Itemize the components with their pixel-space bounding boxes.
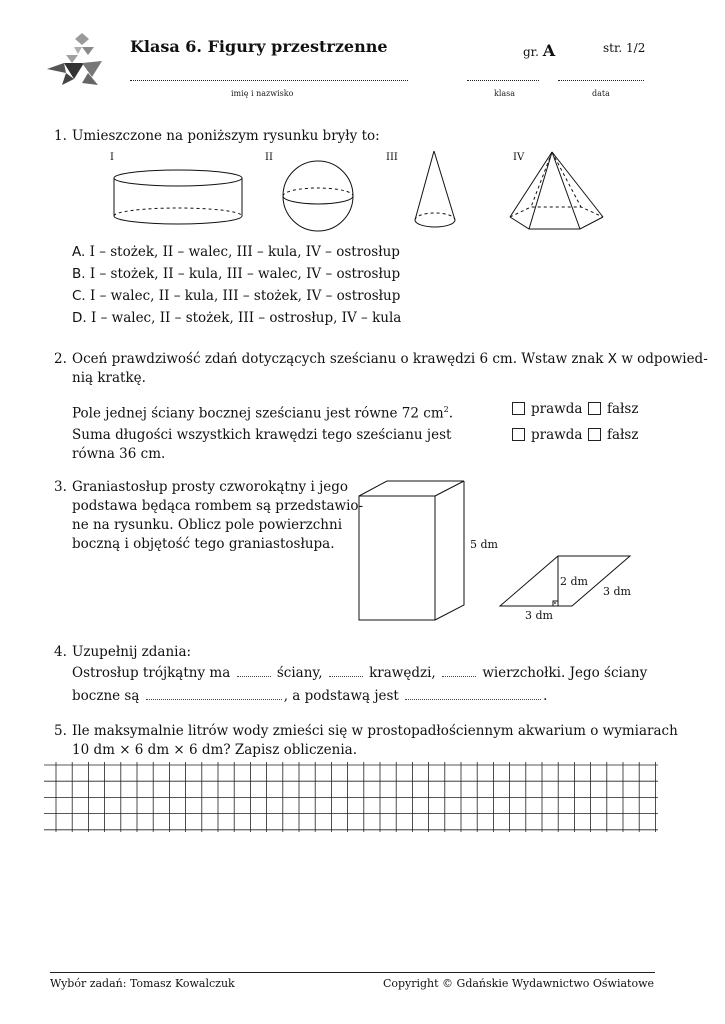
group-indicator bbox=[523, 41, 555, 60]
statement-2 bbox=[72, 426, 451, 464]
option-letter: A. bbox=[72, 244, 86, 260]
prism-figure bbox=[356, 478, 468, 624]
question-text: nią kratkę. bbox=[72, 370, 146, 386]
question-number: 2. bbox=[54, 351, 67, 367]
question-text: w odpowied- bbox=[621, 351, 708, 367]
option-text: I – walec, II – stożek, III – ostrosłup, IV – kula bbox=[90, 310, 402, 326]
statement-text: Suma długości wszystkich krawędzi tego sześcianu jest bbox=[72, 427, 452, 443]
question-5 bbox=[54, 722, 678, 762]
page-number: str. 1/2 bbox=[603, 41, 646, 55]
group-prefix: gr. bbox=[523, 45, 539, 59]
class-label: klasa bbox=[494, 89, 516, 98]
statement-2-false-checkbox[interactable] bbox=[588, 428, 601, 441]
sentence-text: wierzchołki. Jego ściany bbox=[482, 665, 648, 681]
publisher-logo bbox=[44, 33, 106, 89]
question-number: 3. bbox=[54, 479, 67, 495]
rhombus-side-label: 3 dm bbox=[603, 585, 631, 598]
option-text: I – walec, II – kula, III – stożek, IV – ostrosłup bbox=[90, 288, 401, 304]
sentence-text: Ostrosłup trójkątny ma bbox=[72, 665, 231, 681]
mark-symbol: X bbox=[607, 351, 618, 367]
question-text: 10 dm × 6 dm × 6 dm? Zapisz obliczenia. bbox=[72, 742, 358, 758]
true-label: prawda bbox=[531, 401, 583, 417]
sphere-figure bbox=[280, 158, 356, 234]
name-label: imię i nazwisko bbox=[231, 89, 294, 98]
class-field[interactable] bbox=[467, 80, 539, 81]
figure-label-3: III bbox=[386, 152, 398, 163]
option-letter: D. bbox=[72, 310, 87, 326]
sentence-text: , a podstawą jest bbox=[283, 688, 399, 704]
figure-label-4: IV bbox=[513, 152, 525, 163]
question-number: 1. bbox=[54, 128, 67, 144]
statement-1 bbox=[72, 400, 453, 424]
question-2 bbox=[54, 350, 708, 390]
option-letter: B. bbox=[72, 266, 86, 282]
name-field[interactable] bbox=[130, 80, 408, 81]
base-blank[interactable] bbox=[405, 698, 541, 700]
option-c[interactable] bbox=[72, 288, 400, 304]
option-text: I – stożek, II – kula, III – walec, IV – ostrosłup bbox=[89, 266, 401, 282]
statement-1-false-checkbox[interactable] bbox=[588, 402, 601, 415]
cone-figure bbox=[410, 148, 462, 234]
false-label: fałsz bbox=[607, 427, 639, 443]
option-a[interactable] bbox=[72, 244, 400, 260]
question-text: ne na rysunku. Oblicz pole powierzchni bbox=[72, 517, 343, 533]
sentence-text: krawędzi, bbox=[369, 665, 436, 681]
vertices-blank[interactable] bbox=[442, 675, 476, 677]
rhombus-height-label: 2 dm bbox=[560, 575, 588, 588]
side-faces-blank[interactable] bbox=[146, 698, 282, 700]
true-label: prawda bbox=[531, 427, 583, 443]
question-text: Oceń prawdziwość zdań dotyczących sześcianu o krawędzi 6 cm. Wstaw znak bbox=[72, 351, 604, 367]
question-3 bbox=[54, 478, 364, 558]
question-text: boczną i objętość tego graniastosłupa. bbox=[72, 536, 335, 552]
edges-blank[interactable] bbox=[329, 675, 363, 677]
footer-copyright: Copyright © Gdańskie Wydawnictwo Oświatowe bbox=[382, 977, 654, 990]
option-b[interactable] bbox=[72, 266, 400, 282]
figure-label-2: II bbox=[265, 152, 273, 163]
statement-text: równa 36 cm. bbox=[72, 446, 166, 462]
page-title: Klasa 6. Figury przestrzenne bbox=[130, 37, 388, 56]
answer-grid[interactable] bbox=[44, 762, 658, 832]
prism-height-label: 5 dm bbox=[470, 538, 498, 551]
fill-sentence-2 bbox=[72, 687, 547, 706]
option-d[interactable] bbox=[72, 310, 401, 326]
false-label: fałsz bbox=[607, 401, 639, 417]
date-field[interactable] bbox=[558, 80, 644, 81]
question-text: Umieszczone na poniższym rysunku bryły to: bbox=[72, 128, 380, 144]
sentence-text: . bbox=[543, 688, 548, 704]
faces-blank[interactable] bbox=[237, 675, 271, 677]
question-text: Uzupełnij zdania: bbox=[72, 644, 192, 660]
statement-text: Pole jednej ściany bocznej sześcianu jest równe 72 cm bbox=[72, 405, 444, 422]
question-number: 4. bbox=[54, 644, 67, 660]
option-letter: C. bbox=[72, 288, 86, 304]
cylinder-figure bbox=[106, 164, 250, 234]
statement-text: . bbox=[448, 405, 454, 422]
figure-label-1: I bbox=[110, 152, 114, 163]
statement-1-true-checkbox[interactable] bbox=[512, 402, 525, 415]
statement-2-true-checkbox[interactable] bbox=[512, 428, 525, 441]
sentence-text: boczne są bbox=[72, 688, 140, 704]
option-text: I – stożek, II – walec, III – kula, IV – ostrosłup bbox=[89, 244, 400, 260]
sentence-text: ściany, bbox=[276, 665, 323, 681]
question-text: podstawa będąca rombem są przedstawio- bbox=[72, 498, 364, 514]
footer-divider bbox=[50, 972, 655, 973]
question-text: Graniastosłup prosty czworokątny i jego bbox=[72, 479, 349, 495]
date-label: data bbox=[592, 89, 610, 98]
rhombus-bottom-label: 3 dm bbox=[525, 609, 553, 622]
question-number: 5. bbox=[54, 723, 67, 739]
question-text: Ile maksymalnie litrów wody zmieści się w prostopadłościennym akwarium o wymiarach bbox=[72, 723, 678, 739]
superscript: 2 bbox=[443, 405, 449, 414]
fill-sentence-1 bbox=[72, 664, 647, 683]
group-value: A bbox=[542, 41, 556, 60]
pyramid-figure bbox=[507, 150, 607, 234]
footer-author: Wybór zadań: Tomasz Kowalczuk bbox=[50, 977, 235, 990]
